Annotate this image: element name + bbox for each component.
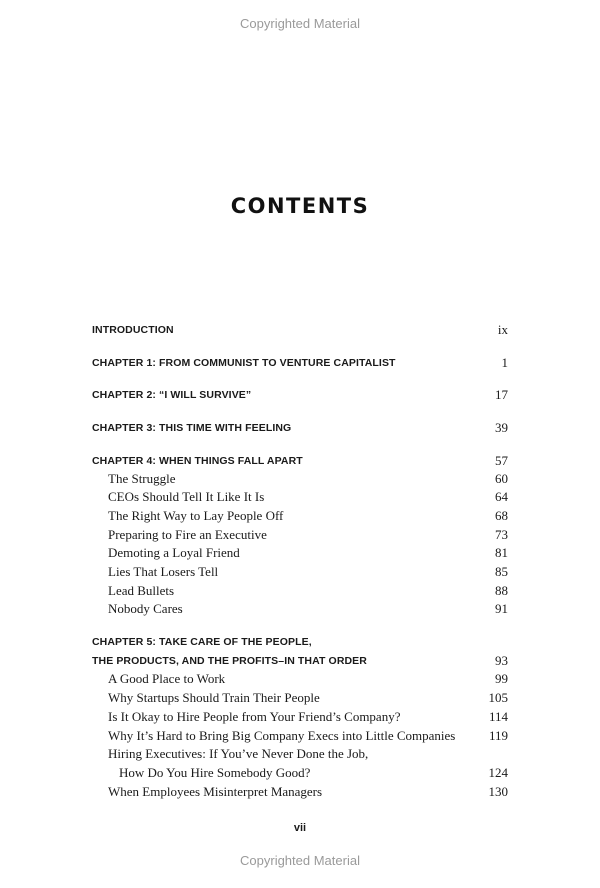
- toc-entry-title: CHAPTER 4: WHEN THINGS FALL APART: [92, 455, 303, 467]
- toc-entry-page: 88: [495, 583, 508, 598]
- toc-entry-page: 39: [495, 420, 508, 435]
- toc-section-entry: [92, 670, 508, 688]
- toc-entry-title: INTRODUCTION: [92, 324, 174, 336]
- toc-entry-title: CHAPTER 3: THIS TIME WITH FEELING: [92, 422, 292, 434]
- toc-chapter-entry: [92, 419, 508, 437]
- toc-entry-title: How Do You Hire Somebody Good?: [119, 765, 311, 780]
- toc-entry-page: 17: [495, 387, 508, 402]
- toc-entry-title: Demoting a Loyal Friend: [108, 545, 240, 560]
- toc-chapter-entry: [92, 386, 508, 404]
- toc-entry-title: When Employees Misinterpret Managers: [108, 784, 323, 799]
- toc-section-entry: [92, 783, 508, 801]
- toc-section-entry: [92, 526, 508, 544]
- toc-section-entry: [92, 745, 508, 763]
- toc-entry-title: THE PRODUCTS, AND THE PROFITS–IN THAT ORDER: [92, 655, 367, 667]
- toc-entry-title: Is It Okay to Hire People from Your Friend’s Company?: [108, 709, 401, 724]
- toc-chapter-entry: [92, 321, 508, 339]
- toc-section-entry: [92, 708, 508, 726]
- toc-entry-page: 73: [495, 527, 508, 542]
- toc-entry-title: Why It’s Hard to Bring Big Company Execs into Little Companies: [108, 728, 456, 743]
- toc-chapter-entry: [92, 633, 508, 651]
- toc-entry-title: CEOs Should Tell It Like It Is: [108, 489, 265, 504]
- toc-section-entry: [92, 600, 508, 618]
- toc-entry-page: 119: [488, 728, 508, 743]
- copyright-watermark-bottom: Copyrighted Material: [240, 853, 360, 868]
- toc-entry-title: Hiring Executives: If You’ve Never Done the Job,: [108, 746, 369, 761]
- toc-chapter-entry: [92, 452, 508, 470]
- toc-chapter-entry: [92, 652, 508, 670]
- toc-entry-page: 130: [488, 784, 508, 799]
- toc-entry-page: 64: [495, 489, 508, 504]
- toc-entry-page: 57: [495, 453, 508, 468]
- toc-entry-title: A Good Place to Work: [108, 671, 226, 686]
- toc-entry-page: 91: [495, 601, 508, 616]
- toc-entry-title: CHAPTER 2: “I WILL SURVIVE”: [92, 389, 252, 401]
- toc-entry-page: 114: [488, 709, 508, 724]
- toc-entry-page: 81: [495, 545, 508, 560]
- toc-section-entry: [92, 507, 508, 525]
- toc-entry-page: 99: [495, 671, 508, 686]
- toc-section-entry: [92, 563, 508, 581]
- toc-entry-page: 93: [495, 653, 508, 668]
- toc-entry-page: 1: [501, 355, 508, 370]
- toc-entry-title: Preparing to Fire an Executive: [108, 527, 267, 542]
- page-number: vii: [293, 822, 307, 834]
- toc-chapter-entry: [92, 354, 508, 372]
- toc-entry-page: 124: [488, 765, 508, 780]
- toc-entry-title: CHAPTER 1: FROM COMMUNIST TO VENTURE CAPITALIST: [92, 357, 396, 369]
- toc-entry-page: 68: [495, 508, 508, 523]
- toc-section-entry: [92, 764, 508, 782]
- toc-entry-page: 85: [495, 564, 508, 579]
- toc-entry-page: 60: [495, 471, 508, 486]
- toc-section-entry: [92, 488, 508, 506]
- toc-entry-title: The Right Way to Lay People Off: [108, 508, 284, 523]
- toc-section-entry: [92, 689, 508, 707]
- toc-entry-title: Lies That Losers Tell: [108, 564, 219, 579]
- toc-section-entry: [92, 582, 508, 600]
- toc-entry-page: 105: [488, 690, 508, 705]
- toc-entry-title: CHAPTER 5: TAKE CARE OF THE PEOPLE,: [92, 636, 312, 648]
- toc-entry-title: Nobody Cares: [108, 601, 183, 616]
- toc-section-entry: [92, 544, 508, 562]
- toc-entry-title: Lead Bullets: [108, 583, 175, 598]
- toc-entry-title: The Struggle: [108, 471, 176, 486]
- toc-section-entry: [92, 470, 508, 488]
- toc-entry-title: Why Startups Should Train Their People: [108, 690, 320, 705]
- copyright-watermark-top: Copyrighted Material: [240, 16, 360, 31]
- toc-entry-page: ix: [497, 322, 508, 337]
- page-title: CONTENTS: [230, 194, 370, 218]
- toc-section-entry: [92, 727, 508, 745]
